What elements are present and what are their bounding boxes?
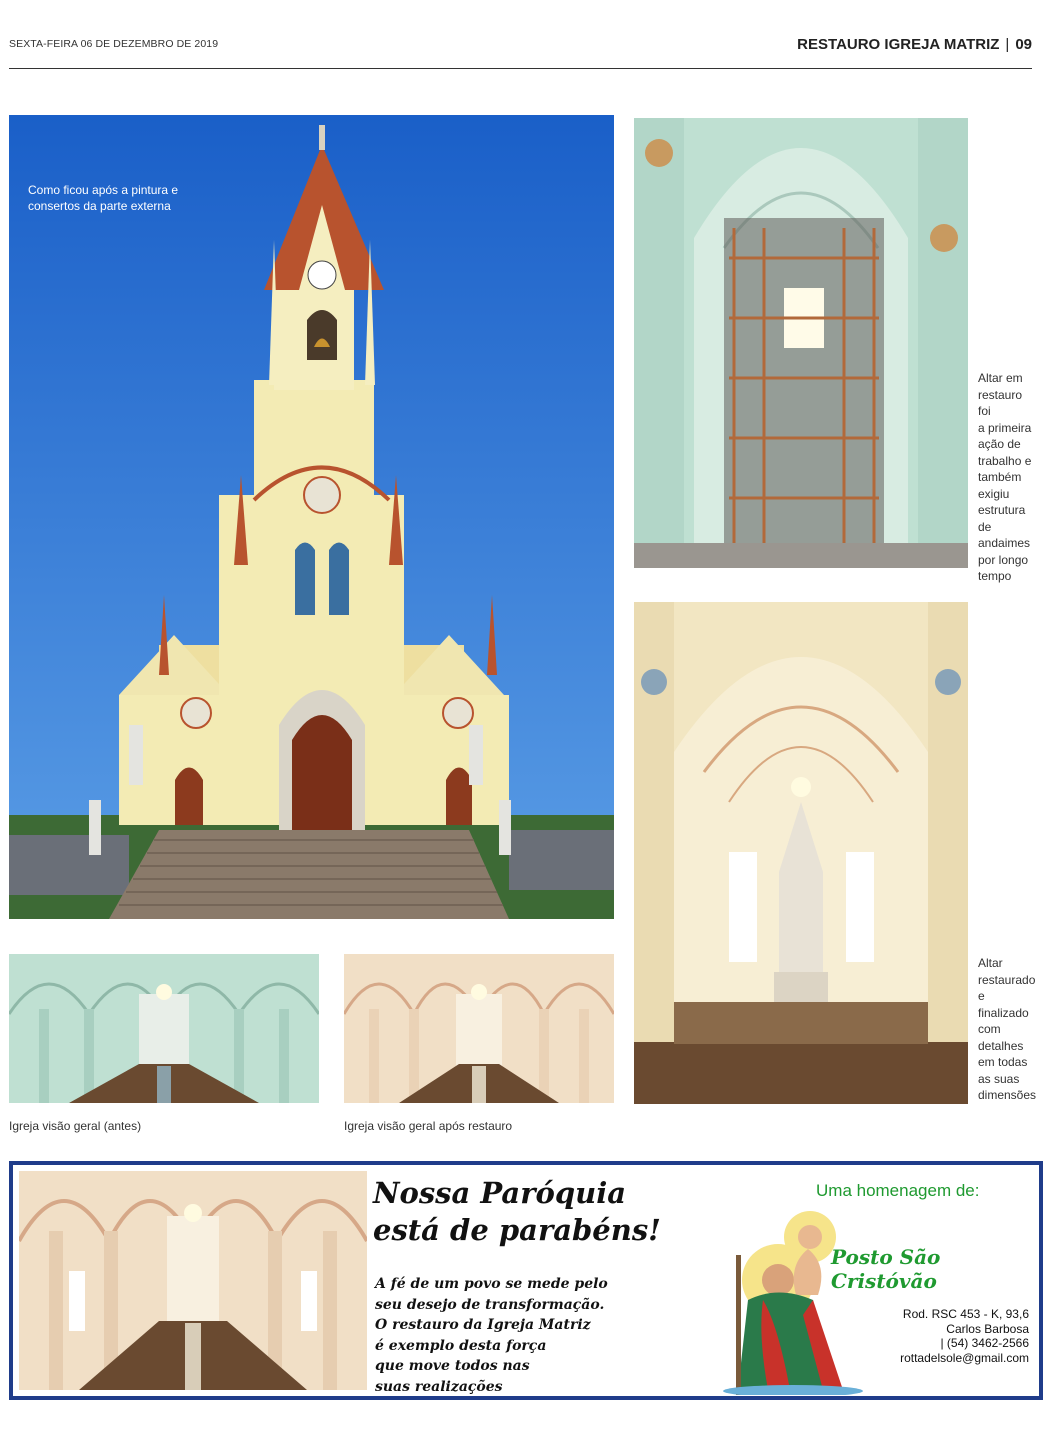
caption-line: também	[978, 470, 1022, 484]
caption-line: restauro foi	[978, 387, 1023, 418]
ad-brand-name: Posto São Cristóvão	[831, 1245, 941, 1293]
caption-line: exigiu	[978, 486, 1010, 501]
ad-email: rottadelsole@gmail.com	[900, 1350, 1029, 1365]
ad-body-line: O restauro da Igreja Matriz	[375, 1317, 591, 1333]
nave-before-caption: Igreja visão geral (antes)	[9, 1119, 142, 1133]
nave-after-photo	[344, 954, 614, 1103]
caption-line: Altar	[978, 956, 1003, 970]
caption-line: Altar em	[978, 371, 1023, 385]
nave-after-caption: Igreja visão geral após restauro	[344, 1119, 513, 1133]
ad-city: Carlos Barbosa	[946, 1321, 1029, 1336]
altar-finished-photo	[634, 602, 968, 1104]
ad-contact-block	[900, 1307, 1029, 1365]
nave-before-photo	[9, 954, 319, 1103]
ad-homage-text: Uma homenagem de:	[816, 1181, 980, 1200]
caption-line: restaurado	[978, 972, 1036, 987]
caption-line: dimensões	[978, 1088, 1037, 1102]
facade-caption	[28, 182, 228, 214]
header-rule	[9, 68, 1032, 69]
ad-nave-photo	[19, 1171, 367, 1390]
header-separator: |	[1005, 36, 1010, 53]
facade-photo	[9, 115, 614, 919]
ad-body-line: é exemplo desta força	[375, 1337, 547, 1354]
ad-body-line: A fé de um povo se mede pelo	[375, 1276, 608, 1292]
caption-line: as suas	[978, 1071, 1020, 1086]
page-number: 09	[1015, 36, 1032, 53]
caption-line: com	[978, 1022, 1001, 1036]
header-section-title	[797, 36, 1032, 53]
altar-scaffold-caption	[978, 370, 1038, 585]
header-date: SEXTA-FEIRA 06 DE DEZEMBRO DE 2019	[9, 38, 219, 50]
caption-line: detalhes	[978, 1038, 1024, 1053]
parish-ad	[9, 1161, 1043, 1400]
ad-body-line: seu desejo de transformação.	[375, 1296, 605, 1313]
caption-line: de	[978, 519, 992, 534]
caption-line: tempo	[978, 569, 1012, 583]
caption-line: estrutura	[978, 503, 1026, 517]
caption-line: trabalho e	[978, 453, 1032, 468]
ad-body-line: suas realizações	[375, 1378, 503, 1395]
facade-caption-line1: Como ficou após a pintura e	[28, 183, 179, 197]
section-name: RESTAURO IGREJA MATRIZ	[797, 36, 1000, 53]
altar-scaffold-photo	[634, 118, 968, 568]
caption-line: andaimes	[978, 536, 1031, 550]
ad-headline-line2: está de parabéns!	[373, 1213, 661, 1247]
ad-headline	[373, 1175, 661, 1249]
caption-line: em todas	[978, 1055, 1028, 1069]
ad-address: Rod. RSC 453 - K, 93,6	[902, 1307, 1029, 1321]
caption-line: finalizado	[978, 1005, 1029, 1020]
ad-body-text	[375, 1274, 608, 1397]
altar-finished-caption	[978, 955, 1038, 1104]
saint-christopher-image	[718, 1205, 868, 1395]
caption-line: e	[978, 989, 985, 1003]
caption-line: por longo	[978, 552, 1029, 567]
caption-line: ação de	[978, 437, 1021, 451]
ad-headline-line1: Nossa Paróquia	[373, 1176, 626, 1210]
ad-body-line: que move todos nas	[375, 1358, 530, 1374]
facade-caption-line2: consertos da parte externa	[28, 199, 171, 213]
ad-phone: | (54) 3462-2566	[940, 1336, 1029, 1350]
caption-line: a primeira	[978, 420, 1032, 435]
